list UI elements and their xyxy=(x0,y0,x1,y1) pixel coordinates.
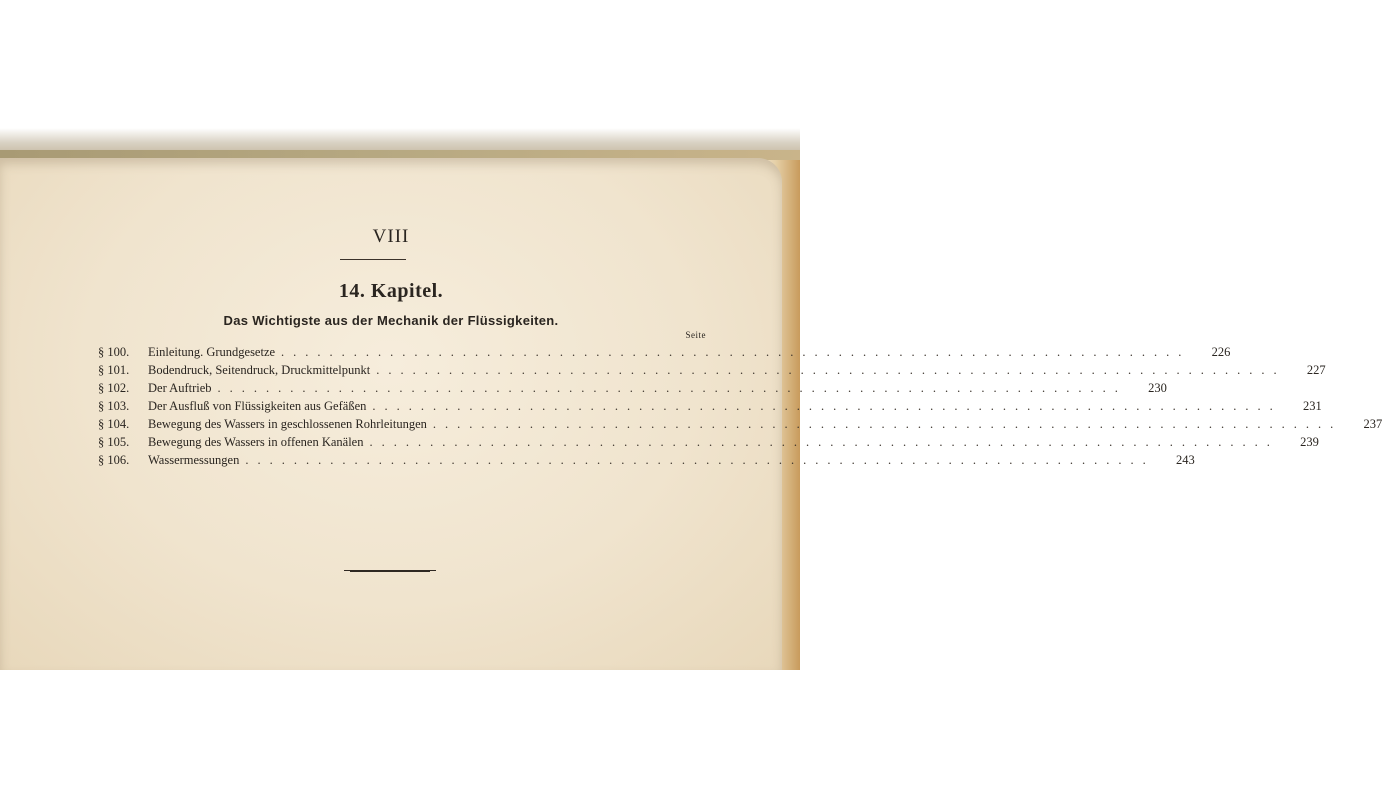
page-number: VIII xyxy=(372,226,410,247)
leader-dots: ........................................................................... xyxy=(432,417,1343,431)
toc-entry-number: § 104. xyxy=(98,417,130,431)
leader-dots: ........................................................................... xyxy=(281,345,1191,359)
toc-entry-number: § 106. xyxy=(98,453,130,467)
toc-entry-title: Einleitung. Grundgesetze xyxy=(148,345,276,359)
table-of-contents xyxy=(98,343,1382,469)
toc-entry-title: Bodendruck, Seitendruck, Druckmittelpunkt xyxy=(148,363,371,377)
toc-entry-title: Wassermessungen xyxy=(148,453,240,467)
toc-entry-number: § 105. xyxy=(98,435,130,449)
closing-rule xyxy=(350,570,430,572)
toc-entry-page: 237 xyxy=(1363,417,1382,431)
leader-dots: ........................................................................... xyxy=(245,453,1155,467)
toc-entry-page: 226 xyxy=(1211,345,1231,359)
header-rule xyxy=(340,259,406,260)
toc-entry-title: Bewegung des Wassers in offenen Kanälen xyxy=(148,435,364,449)
toc-entry-page: 227 xyxy=(1306,363,1326,377)
chapter-subtitle: Das Wichtigste aus der Mechanik der Flüssigkeiten. xyxy=(223,313,559,328)
toc-entry xyxy=(98,451,1195,469)
chapter-title: 14. Kapitel. xyxy=(338,280,444,302)
toc-entry-number: § 103. xyxy=(98,399,130,413)
toc-entry-number: § 102. xyxy=(98,381,130,395)
leader-dots: ........................................................................... xyxy=(369,435,1279,449)
toc-entry xyxy=(98,415,1382,433)
toc-entry-number: § 101. xyxy=(98,363,130,377)
toc-entry xyxy=(98,361,1326,379)
toc-entry-page: 230 xyxy=(1148,381,1167,395)
toc-entry xyxy=(98,433,1319,451)
toc-entry-title: Bewegung des Wassers in geschlossenen Rohrleitungen xyxy=(148,417,427,431)
leader-dots: ........................................................................... xyxy=(217,381,1127,395)
toc-entry xyxy=(98,343,1231,361)
toc-entry-title: Der Ausfluß von Flüssigkeiten aus Gefäßen xyxy=(148,399,367,413)
page-column-header: Seite xyxy=(685,330,706,340)
toc-entry xyxy=(98,379,1167,397)
toc-entry-page: 243 xyxy=(1175,453,1195,467)
toc-entry-page: 239 xyxy=(1300,435,1319,449)
background-below-book xyxy=(0,670,800,800)
toc-entry-number: § 100. xyxy=(98,345,130,359)
leader-dots: ........................................................................... xyxy=(372,399,1282,413)
toc-entry xyxy=(98,397,1322,415)
toc-entry-title: Der Auftrieb xyxy=(148,381,212,395)
toc-entry-page: 231 xyxy=(1303,399,1322,413)
leader-dots: ........................................................................... xyxy=(376,363,1286,377)
